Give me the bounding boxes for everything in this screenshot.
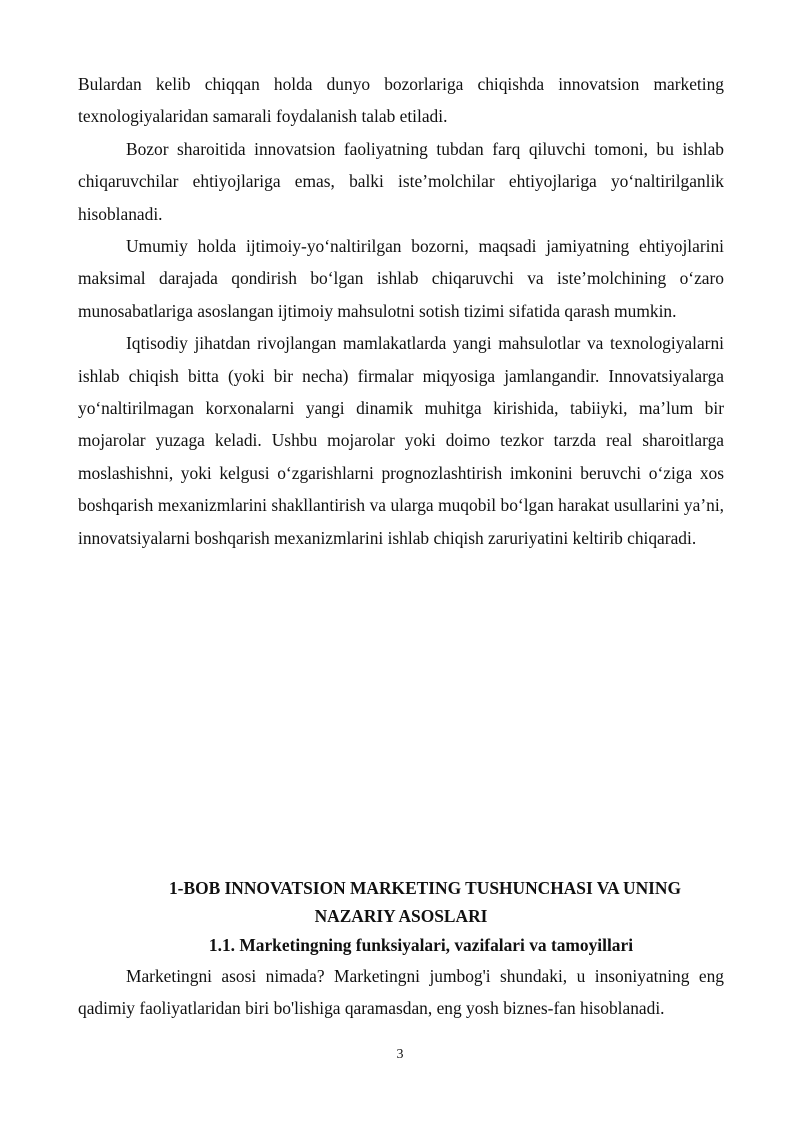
paragraph-3: Umumiy holda ijtimoiy-yo‘naltirilgan bozorni, maqsadi jamiyatning ehtiyojlarini maksimal darajada qondirish bo‘lgan ishlab chiqaruvchi va iste’molchining o‘zaro munosabatlariga asoslangan ijtimoiy mahsulotni sotish tizimi sifatida qarash mumkin. bbox=[78, 236, 724, 321]
paragraph-2: Bozor sharoitida innovatsion faoliyatning tubdan farq qiluvchi tomoni, bu ishlab chiqaruvchilar ehtiyojlariga emas, balki iste’molchilar ehtiyojlariga yo‘naltirilganlik hisoblanadi. bbox=[78, 138, 724, 224]
chapter-heading-line1: 1-BOB INNOVATSION MARKETING TUSHUNCHASI VA UNING bbox=[168, 878, 681, 898]
chapter-section bbox=[78, 874, 724, 1025]
section-paragraph: Marketingni asosi nimada? Marketingni jumbog'i shundaki, u insoniyatning eng qadimiy faoliyatlaridan biri bo'lishiga qaramasdan, eng yosh biznes-fan hisoblanadi. bbox=[78, 966, 724, 1019]
page-number: 3 bbox=[396, 1047, 404, 1062]
paragraph-4: Iqtisodiy jihatdan rivojlangan mamlakatlarda yangi mahsulotlar va texnologiyalarni ishlab chiqish bitta (yoki bir necha) firmalar miqyosiga jamlangandir. Innovatsiyalarga yo‘naltirilmagan korxonalarni yangi dinamik muhitga kirishida, tabiiyki, ma’lum bir mojarolar yuzaga keladi. Ushbu mojarolar yoki doimo tezkor tarzda real sharoitlarga moslashishni, yoki kelgusi o‘zgarishlarni prognozlashtirish imkonini beruvchi o‘ziga xos boshqarish mexanizmlarini shakllantirish va ularga muqobil bo‘lgan harakat usullarini ya’ni, innovatsiyalarni boshqarish mexanizmlarini ishlab chiqish zaruriyatini keltirib chiqaradi. bbox=[78, 333, 724, 548]
body-text bbox=[78, 68, 724, 554]
chapter-heading bbox=[78, 874, 724, 930]
paragraph-1: Bulardan kelib chiqqan holda dunyo bozorlariga chiqishda innovatsion marketing texnologiyalaridan samarali foydalanish talab etiladi. bbox=[78, 74, 724, 127]
chapter-heading-line2: NAZARIY ASOSLARI bbox=[314, 906, 488, 926]
section-heading: 1.1. Marketingning funksiyalari, vazifalari va tamoyillari bbox=[208, 935, 634, 955]
